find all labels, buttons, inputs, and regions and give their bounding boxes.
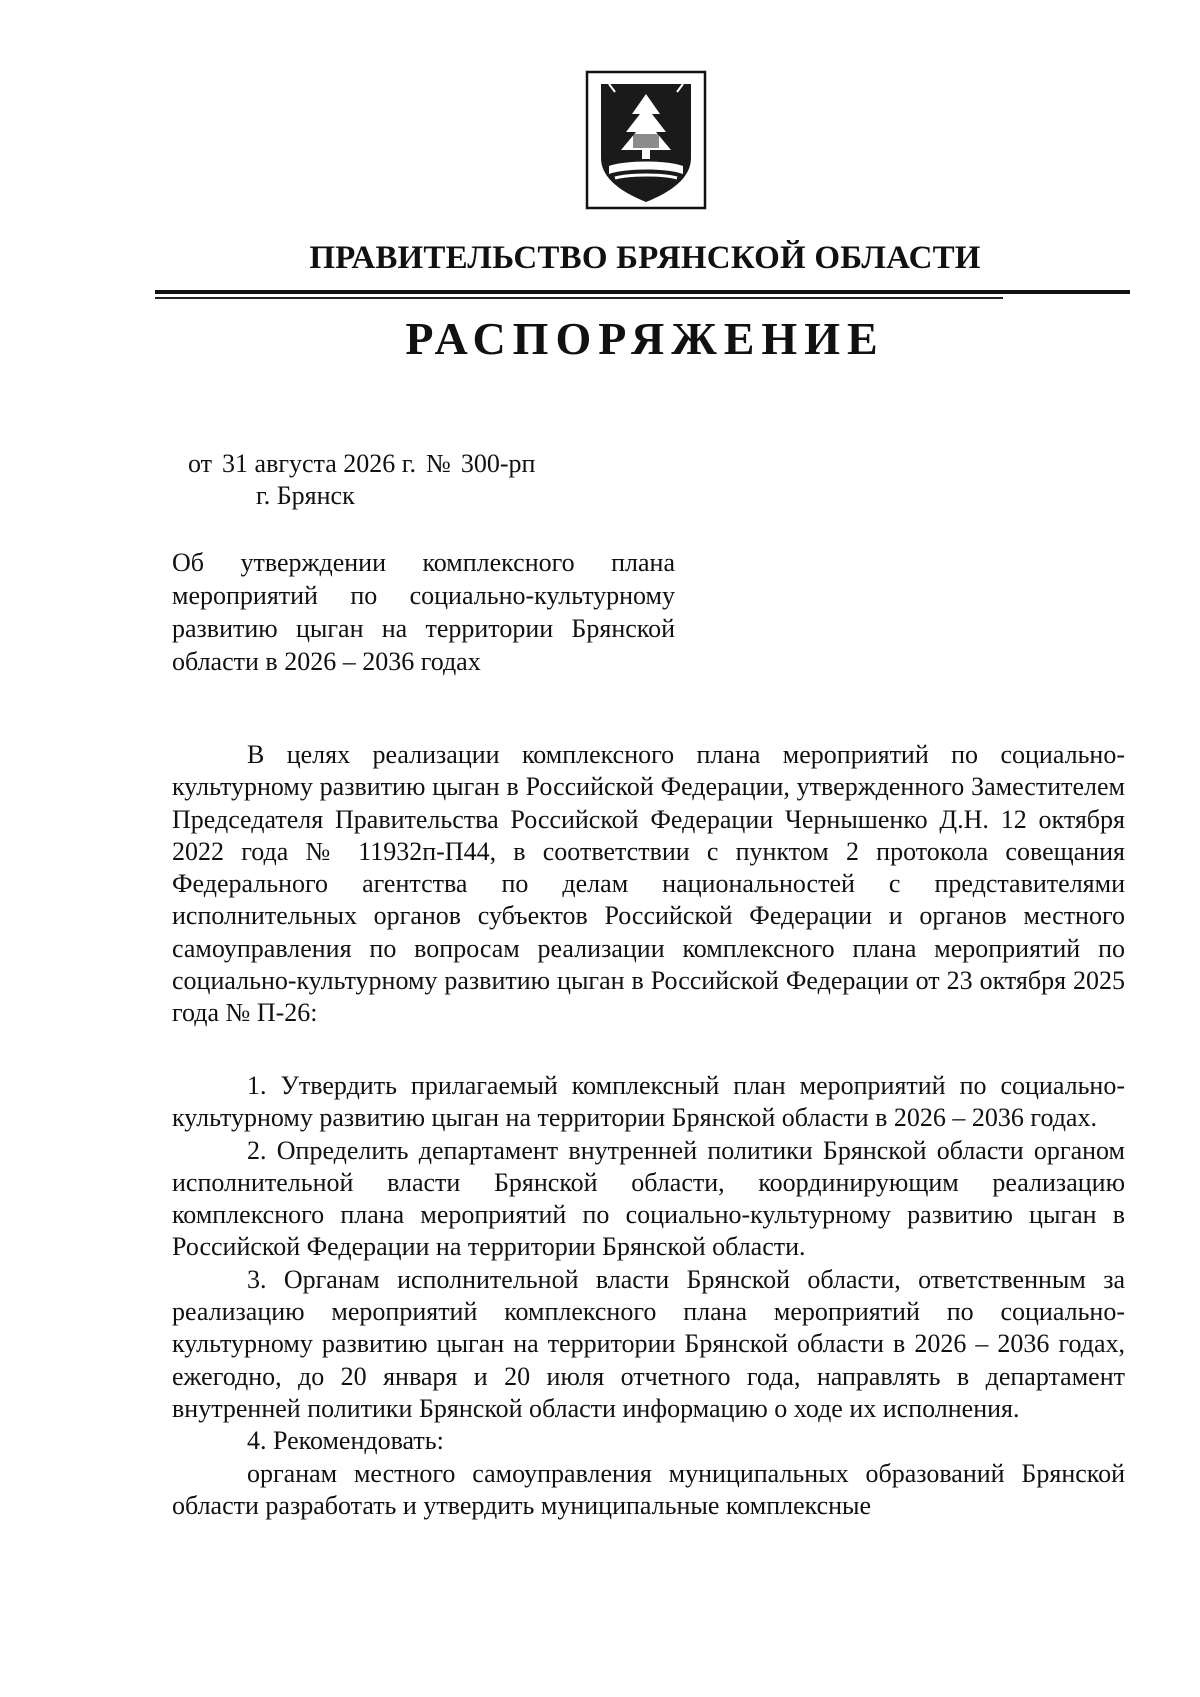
- preamble-paragraph: В целях реализации комплексного плана мероприятий по социально-культурному развитию цыган в Российской Федерации, утвержденного Заместителем Председателя Правительства Российской Федерации Чернышенко Д.Н. 12 октября 2022 года № 11932п-П44, в соответствии с пунктом 2 протокола совещания Федерального агентства по делам национальностей с представителями исполнительных органов субъектов Российской Федерации и органов местного самоуправления по вопросам реализации комплексного плана мероприятий по социально-культурному развитию цыган в Российской Федерации от 23 октября 2025 года № П-26:: [172, 740, 1125, 1028]
- document-type-heading: РАСПОРЯЖЕНИЕ: [405, 313, 885, 364]
- resolution-item: 2. Определить департамент внутренней политики Брянской области органом исполнительной власти Брянской области, координирующим реализацию комплексного плана мероприятий по социально-культурному развитию цыган в Российской Федерации на территории Брянской области.: [172, 1135, 1125, 1262]
- resolution-item: 3. Органам исполнительной власти Брянской области, ответственным за реализацию мероприятий комплексного плана мероприятий по социально-культурному развитию цыган на территории Брянской области в 2026 – 2036 годах, ежегодно, до 20 января и 20 июля отчетного года, направлять в департамент внутренней политики Брянской области информацию о ходе их исполнения.: [172, 1264, 1125, 1423]
- number-label: №: [426, 449, 451, 478]
- organization-title: ПРАВИТЕЛЬСТВО БРЯНСКОЙ ОБЛАСТИ: [309, 240, 981, 276]
- from-label: от: [188, 449, 213, 478]
- document-city: г. Брянск: [256, 481, 355, 510]
- subject-line: Об утверждении комплексного плана: [172, 548, 675, 577]
- header-divider-thin: [155, 297, 1003, 299]
- resolution-items: [172, 1070, 1125, 1522]
- resolution-item: 1. Утвердить прилагаемый комплексный план мероприятий по социально-культурному развитию цыган на территории Брянской области в 2026 – 2036 годах.: [172, 1071, 1125, 1133]
- subject-line: области в 2026 – 2036 годах: [172, 647, 481, 676]
- preamble-block: [172, 739, 1125, 1030]
- document-date: 31 августа 2026 г.: [222, 449, 417, 478]
- header-divider-thick: [155, 290, 1130, 294]
- subject-line: мероприятий по социально-культурному: [172, 581, 675, 610]
- document-date-number: [188, 449, 535, 479]
- document-subject: [172, 546, 675, 678]
- subject-line: развитию цыган на территории Брянской: [172, 614, 675, 643]
- resolution-item: 4. Рекомендовать:: [247, 1426, 444, 1456]
- document-number: 300-рп: [460, 449, 536, 478]
- recommendation-paragraph: органам местного самоуправления муниципальных образований Брянской области разработать и утвердить муниципальные комплексные: [172, 1458, 1125, 1520]
- bryansk-region-coat-of-arms-icon: [585, 70, 707, 210]
